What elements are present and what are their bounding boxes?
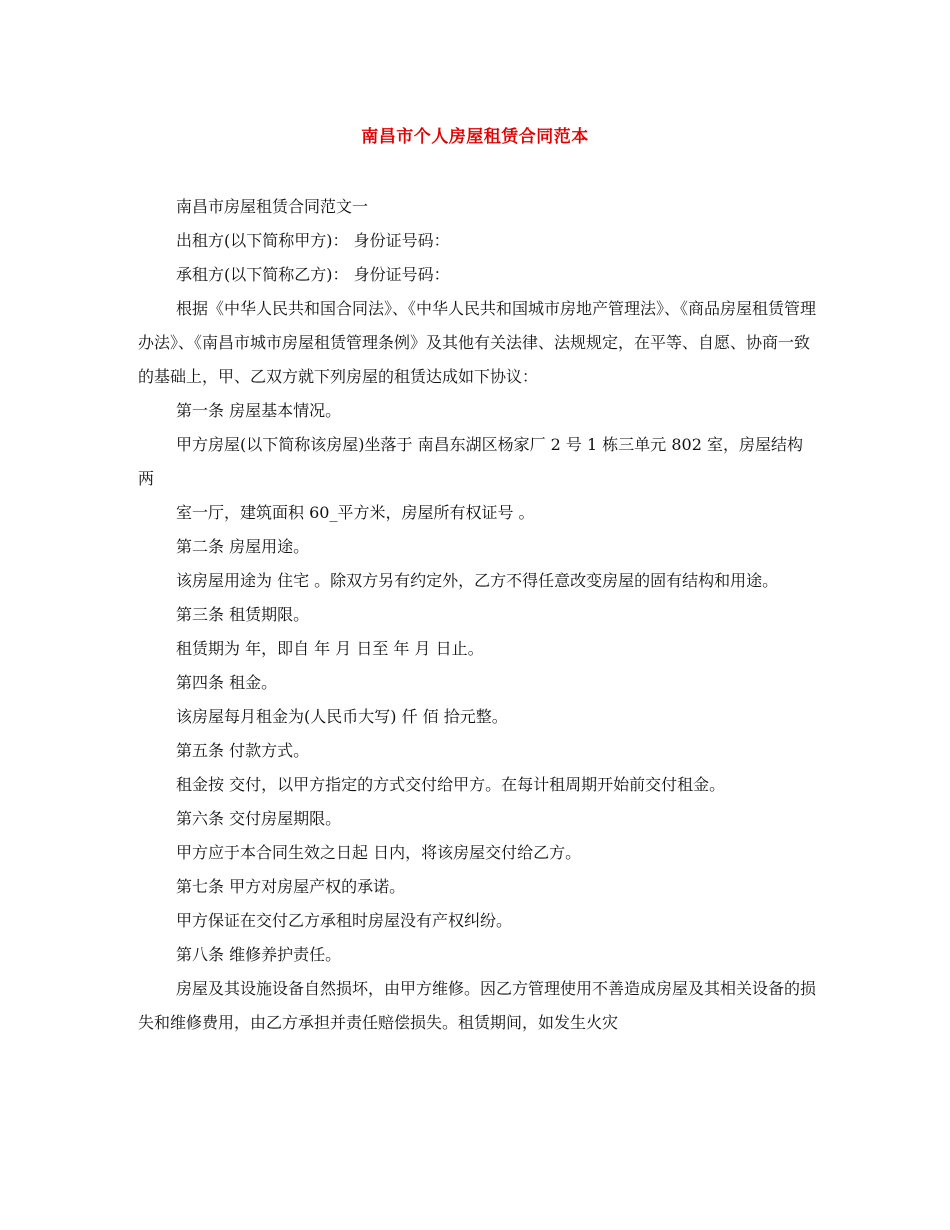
- article-7-paragraph: 甲方保证在交付乙方承租时房屋没有产权纠纷。: [176, 911, 513, 930]
- article-6-heading: 第六条 交付房屋期限。: [176, 809, 342, 828]
- preamble-paragraph: 根据《中华人民共和国合同法》、《中华人民共和国城市房地产管理法》、《商品房屋租赁管理办法》、《南昌市城市房屋租赁管理条例》及其他有关法律、法规规定，在平等、自愿、协商一致的基础上，甲、乙双方就下列房屋的租赁达成如下协议：: [138, 299, 817, 386]
- article-2-paragraph: 该房屋用途为 住宅 。除双方另有约定外，乙方不得任意改变房屋的固有结构和用途。: [176, 571, 779, 590]
- article-3-paragraph: 租赁期为 年，即自 年 月 日至 年 月 日止。: [176, 639, 484, 658]
- article-4-paragraph: 该房屋每月租金为(人民币大写) 仟 佰 拾元整。: [176, 707, 508, 726]
- article-5-heading: 第五条 付款方式。: [176, 741, 310, 760]
- lessee-line: 承租方(以下简称乙方)： 身份证号码：: [176, 265, 450, 284]
- article-7-heading: 第七条 甲方对房屋产权的承诺。: [176, 877, 406, 896]
- article-4-heading: 第四条 租金。: [176, 673, 278, 692]
- article-5-paragraph: 租金按 交付，以甲方指定的方式交付给甲方。在每计租周期开始前交付租金。: [176, 775, 726, 794]
- article-1-heading: 第一条 房屋基本情况。: [176, 401, 342, 420]
- subtitle-paragraph: 南昌市房屋租赁合同范文一: [176, 197, 369, 216]
- article-2-heading: 第二条 房屋用途。: [176, 537, 310, 556]
- article-3-heading: 第三条 租赁期限。: [176, 605, 310, 624]
- article-6-paragraph: 甲方应于本合同生效之日起 日内，将该房屋交付给乙方。: [176, 843, 582, 862]
- article-1-paragraph: 甲方房屋(以下简称该房屋)坐落于 南昌东湖区杨家厂 2 号 1 栋三单元 802 室，房屋结构 两: [138, 435, 803, 488]
- article-1-continuation: 室一厅，建筑面积 60_平方米，房屋所有权证号 。: [176, 503, 535, 522]
- lessor-line: 出租方(以下简称甲方)： 身份证号码：: [176, 231, 450, 250]
- article-8-paragraph: 房屋及其设施设备自然损坏，由甲方维修。因乙方管理使用不善造成房屋及其相关设备的损失和维修费用，由乙方承担并责任赔偿损失。租赁期间，如发生火灾: [138, 979, 817, 1032]
- document-title: 南昌市个人房屋租赁合同范本: [361, 127, 589, 147]
- document-body: [138, 190, 818, 1040]
- article-8-heading: 第八条 维修养护责任。: [176, 945, 342, 964]
